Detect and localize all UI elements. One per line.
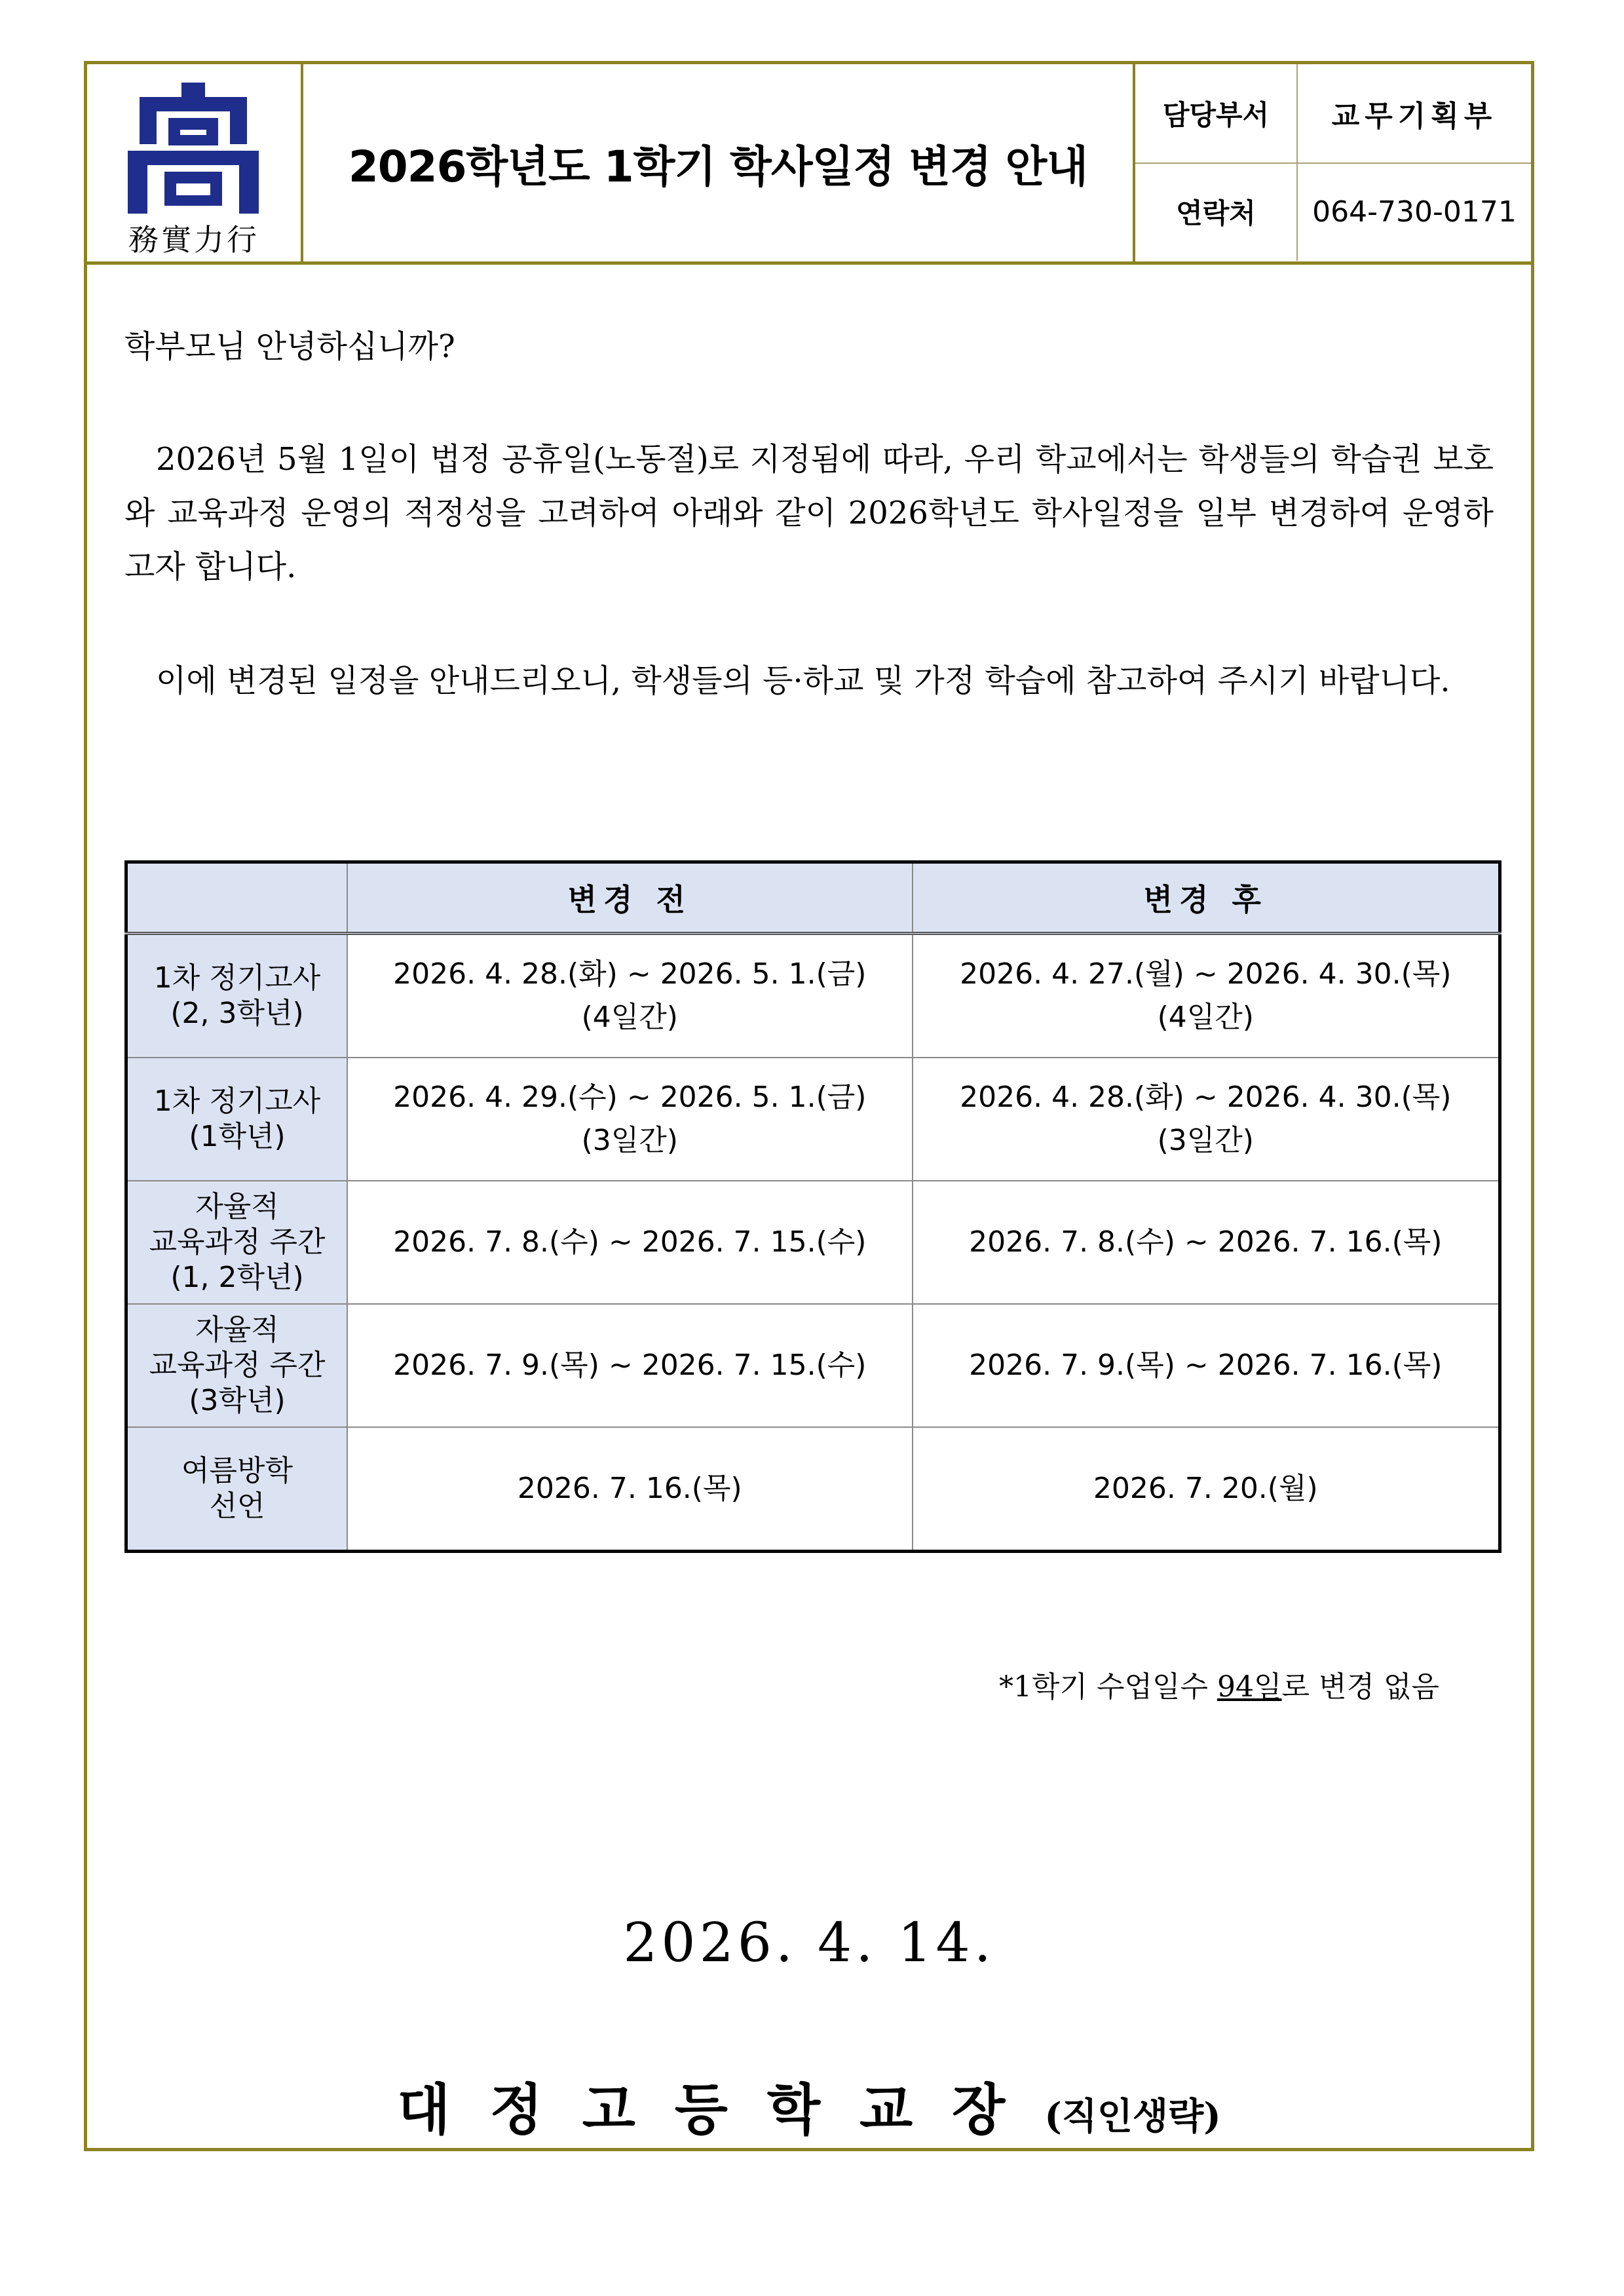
- before-dates: 2026. 4. 29.(수) ~ 2026. 5. 1.(금): [393, 1081, 867, 1114]
- after-cell: 2026. 7. 8.(수) ~ 2026. 7. 16.(목): [913, 1181, 1500, 1304]
- before-cell: [347, 934, 913, 1058]
- table-row: [126, 1304, 1500, 1427]
- after-cell: 2026. 7. 9.(목) ~ 2026. 7. 16.(목): [913, 1304, 1500, 1427]
- after-dates: 2026. 4. 28.(화) ~ 2026. 4. 30.(목): [960, 1081, 1452, 1114]
- before-dates: 2026. 4. 28.(화) ~ 2026. 5. 1.(금): [393, 957, 867, 991]
- row-label-line: 자율적: [195, 1313, 279, 1347]
- after-cell: 2026. 7. 20.(월): [913, 1427, 1500, 1552]
- before-cell: 2026. 7. 8.(수) ~ 2026. 7. 15.(수): [347, 1181, 913, 1304]
- row-label-line: (3학년): [189, 1384, 286, 1417]
- before-cell: [347, 1058, 913, 1181]
- dept-value: 교무기획부: [1331, 100, 1498, 133]
- table-header-row: [126, 862, 1500, 934]
- contact-label: 연락처: [1135, 163, 1298, 261]
- footnote-prefix: *1학기 수업일수: [999, 1670, 1217, 1704]
- after-duration: (4일간): [1157, 1001, 1254, 1034]
- school-logo: [87, 64, 303, 261]
- page-title: 2026학년도 1학기 학사일정 변경 안내: [348, 142, 1088, 192]
- document-frame: [84, 61, 1534, 2151]
- header-blank: [126, 862, 348, 934]
- before-cell: 2026. 7. 9.(목) ~ 2026. 7. 15.(수): [347, 1304, 913, 1427]
- dept-label: 담당부서: [1135, 64, 1298, 163]
- paragraph-2: 이에 변경된 일정을 안내드리오니, 학생들의 등·하교 및 가정 학습에 참고하여 주시기 바랍니다.: [156, 662, 1450, 699]
- footnote-suffix: 로 변경 없음: [1281, 1670, 1439, 1704]
- school-motto: 務實力行: [128, 222, 259, 258]
- seal-omitted: (직인생략): [1044, 2095, 1221, 2138]
- school-emblem-icon: [128, 83, 259, 214]
- footnote: [999, 1663, 1439, 1705]
- row-label-line: (1, 2학년): [170, 1261, 304, 1294]
- before-duration: (3일간): [581, 1124, 678, 1157]
- document-header: [87, 64, 1531, 265]
- row-label-line: 교육과정 주간: [149, 1225, 326, 1259]
- row-label-line: 교육과정 주간: [149, 1349, 326, 1382]
- greeting: 학부모님 안녕하십니까?: [124, 328, 455, 365]
- row-label: [126, 1181, 348, 1304]
- issue-date: 2026. 4. 14.: [623, 1912, 995, 1974]
- after-cell: [913, 1058, 1500, 1181]
- row-label-line: (1학년): [189, 1120, 286, 1153]
- contact-info: [1135, 64, 1531, 261]
- footnote-days: 94일: [1217, 1670, 1282, 1704]
- row-label-line: 선언: [209, 1489, 265, 1523]
- after-cell: [913, 934, 1500, 1058]
- row-label-line: 1차 정기고사: [153, 1084, 321, 1118]
- row-label-line: 여름방학: [181, 1454, 293, 1487]
- table-row: [126, 934, 1500, 1058]
- row-label-line: 1차 정기고사: [153, 961, 321, 995]
- table-row: [126, 1181, 1500, 1304]
- title-cell: [303, 64, 1135, 261]
- school-principal: 대정고등학교장: [397, 2077, 1045, 2142]
- after-dates: 2026. 4. 27.(월) ~ 2026. 4. 30.(목): [960, 957, 1452, 991]
- paragraph-1: 2026년 5월 1일이 법정 공휴일(노동절)로 지정됨에 따라, 우리 학교에서는 학생들의 학습권 보호와 교육과정 운영의 적정성을 고려하여 아래와 같이 2026학년도 학사일정을 일부 변경하여 운영하고자 합니다.: [124, 441, 1494, 585]
- signature-line: [87, 2066, 1531, 2145]
- table-row: [126, 1427, 1500, 1552]
- before-cell: 2026. 7. 16.(목): [347, 1427, 913, 1552]
- row-label: [126, 1427, 348, 1552]
- row-label: [126, 934, 348, 1058]
- contact-row: [1135, 163, 1531, 261]
- dept-row: [1135, 64, 1531, 164]
- contact-value: 064-730-0171: [1312, 195, 1517, 229]
- schedule-table: [124, 860, 1501, 1553]
- row-label: [126, 1058, 348, 1181]
- before-duration: (4일간): [581, 1001, 678, 1034]
- header-before: 변경 전: [347, 862, 913, 934]
- header-after: 변경 후: [913, 862, 1500, 934]
- row-label: [126, 1304, 348, 1427]
- row-label-line: (2, 3학년): [170, 997, 304, 1030]
- after-duration: (3일간): [1157, 1124, 1254, 1157]
- table-row: [126, 1058, 1500, 1181]
- row-label-line: 자율적: [195, 1190, 279, 1223]
